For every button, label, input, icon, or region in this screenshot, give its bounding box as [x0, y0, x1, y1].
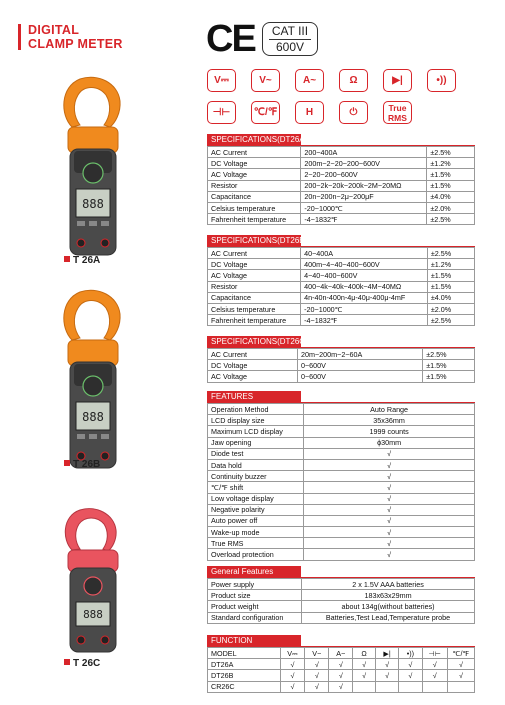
feature-value-cell: Auto Range — [304, 404, 475, 415]
temperature-icon: ℃/℉ — [251, 101, 280, 124]
function-column-header: ⊣⊢ — [422, 648, 447, 659]
spec-range-cell: 200m~2~20~200~600V — [301, 158, 427, 169]
spec-dt26b-table — [207, 247, 475, 326]
feature-label-cell: Low voltage display — [208, 493, 304, 504]
table-row — [208, 448, 475, 459]
spec-label-cell: Resistor — [208, 281, 301, 292]
function-check-cell: √ — [353, 659, 376, 670]
ac-current-icon: A~ — [295, 69, 324, 92]
feature-value-cell: √ — [304, 515, 475, 526]
table-row — [208, 360, 475, 371]
function-check-cell: √ — [280, 670, 305, 681]
function-check-cell: √ — [447, 659, 474, 670]
spec-accuracy-cell: ±1.5% — [423, 360, 475, 371]
table-row — [208, 415, 475, 426]
spec-dt26b-header: SPECIFICATIONS(DT26B) — [207, 235, 301, 247]
model-label-t26c: T 26C — [64, 658, 100, 669]
table-row — [208, 202, 475, 213]
table-row — [208, 459, 475, 470]
spec-label-cell: Fahrenheit temperature — [208, 214, 301, 225]
spec-dt26b-section — [207, 235, 475, 326]
function-check-cell — [399, 681, 422, 692]
table-row — [208, 371, 475, 382]
feature-label-cell: Overload protection — [208, 549, 304, 560]
spec-dt26c-table — [207, 348, 475, 383]
spec-accuracy-cell: ±2.5% — [427, 248, 474, 259]
function-icons-row1 — [207, 69, 456, 92]
feature-value-cell: 183x63x29mm — [302, 590, 475, 601]
data-hold-icon: H — [295, 101, 324, 124]
table-row — [208, 270, 475, 281]
spec-label-cell: AC Current — [208, 147, 301, 158]
feature-label-cell: Diode test — [208, 448, 304, 459]
function-column-header: •)) — [399, 648, 422, 659]
spec-range-cell: -4~1832℉ — [301, 315, 428, 326]
spec-accuracy-cell: ±1.2% — [427, 259, 474, 270]
spec-accuracy-cell: ±4.0% — [427, 292, 474, 303]
svg-text:888: 888 — [83, 608, 103, 621]
feature-value-cell: √ — [304, 504, 475, 515]
table-row — [208, 493, 475, 504]
spec-label-cell: Capacitance — [208, 292, 301, 303]
table-row — [208, 471, 475, 482]
spec-label-cell: AC Voltage — [208, 169, 301, 180]
function-check-cell: √ — [329, 681, 353, 692]
spec-label-cell: AC Voltage — [208, 270, 301, 281]
function-check-cell: √ — [422, 670, 447, 681]
function-check-cell — [422, 681, 447, 692]
diode-icon: ▶| — [383, 69, 412, 92]
spec-dt26c-section — [207, 336, 475, 383]
table-row — [208, 590, 475, 601]
function-column-header: Ω — [353, 648, 376, 659]
spec-accuracy-cell: ±1.5% — [427, 281, 474, 292]
spec-label-cell: DC Voltage — [208, 158, 301, 169]
feature-value-cell: √ — [304, 482, 475, 493]
feature-value-cell: √ — [304, 493, 475, 504]
table-row — [208, 681, 475, 692]
table-row — [208, 549, 475, 560]
spec-label-cell: AC Voltage — [208, 371, 298, 382]
table-row — [208, 281, 475, 292]
general-header: General Features — [207, 566, 301, 578]
spec-range-cell: 40~400A — [301, 248, 428, 259]
table-row — [208, 248, 475, 259]
function-check-cell — [353, 681, 376, 692]
feature-label-cell: Operation Method — [208, 404, 304, 415]
spec-dt26c-header: SPECIFICATIONS(DT26C) — [207, 336, 301, 348]
function-section — [207, 635, 475, 693]
function-header: FUNCTION — [207, 635, 301, 647]
spec-label-cell: Celsius temperature — [208, 303, 301, 314]
spec-dt26a-table — [207, 146, 475, 225]
spec-accuracy-cell: ±1.5% — [423, 371, 475, 382]
spec-accuracy-cell: ±1.2% — [427, 158, 475, 169]
svg-text:888: 888 — [82, 197, 104, 211]
function-model-cell: CR26C — [208, 681, 281, 692]
feature-value-cell: ϕ30mm — [304, 437, 475, 448]
spec-accuracy-cell: ±1.5% — [427, 180, 475, 191]
function-check-cell: √ — [305, 659, 329, 670]
function-model-cell: DT26B — [208, 670, 281, 681]
feature-value-cell: 2 x 1.5V AAA batteries — [302, 579, 475, 590]
spec-label-cell: Capacitance — [208, 191, 301, 202]
spec-range-cell: 200~2k~20k~200k~2M~20MΩ — [301, 180, 427, 191]
spec-range-cell: -4~1832℉ — [301, 214, 427, 225]
spec-range-cell: -20~1000℃ — [301, 303, 428, 314]
table-row — [208, 169, 475, 180]
spec-range-cell: 20m~200m~2~60A — [297, 349, 422, 360]
spec-dt26a-header: SPECIFICATIONS(DT26A) — [207, 134, 301, 146]
table-row — [208, 303, 475, 314]
table-row — [208, 659, 475, 670]
table-row — [208, 579, 475, 590]
page-title — [28, 23, 123, 51]
svg-text:888: 888 — [82, 410, 104, 424]
meter-t26a-image — [58, 75, 128, 260]
spec-range-cell: 0~600V — [297, 360, 422, 371]
spec-accuracy-cell: ±2.0% — [427, 303, 474, 314]
spec-range-cell: 400~4k~40k~400k~4M~40MΩ — [301, 281, 428, 292]
function-check-cell: √ — [399, 670, 422, 681]
spec-label-cell: DC Voltage — [208, 259, 301, 270]
function-column-header: A~ — [329, 648, 353, 659]
spec-range-cell: 0~600V — [297, 371, 422, 382]
function-check-cell: √ — [305, 670, 329, 681]
feature-value-cell: √ — [304, 527, 475, 538]
table-row — [208, 437, 475, 448]
table-row — [208, 292, 475, 303]
function-check-cell: √ — [375, 670, 398, 681]
function-check-cell: √ — [375, 659, 398, 670]
function-column-header: ℃/℉ — [447, 648, 474, 659]
cat-voltage: 600V — [275, 40, 305, 54]
meter-t26c-image — [58, 506, 128, 656]
spec-range-cell: 4n-40n-400n-4μ-40μ-400μ-4mF — [301, 292, 428, 303]
feature-label-cell: Auto power off — [208, 515, 304, 526]
cat-rating-badge — [262, 22, 318, 56]
true-rms-icon: True RMS — [383, 101, 412, 124]
feature-label-cell: Data hold — [208, 459, 304, 470]
table-row — [208, 527, 475, 538]
feature-label-cell: Continuity buzzer — [208, 471, 304, 482]
title-accent-bar — [18, 24, 21, 50]
feature-value-cell: 1999 counts — [304, 426, 475, 437]
table-row — [208, 670, 475, 681]
feature-value-cell: about 134g(without batteries) — [302, 601, 475, 612]
table-row — [208, 404, 475, 415]
spec-label-cell: DC Voltage — [208, 360, 298, 371]
table-row — [208, 482, 475, 493]
spec-accuracy-cell: ±2.5% — [427, 315, 474, 326]
function-check-cell — [447, 681, 474, 692]
cat-level: CAT III — [269, 24, 311, 40]
function-check-cell: √ — [305, 681, 329, 692]
spec-range-cell: 200~400A — [301, 147, 427, 158]
table-row — [208, 504, 475, 515]
spec-accuracy-cell: ±2.5% — [423, 349, 475, 360]
function-check-cell: √ — [329, 670, 353, 681]
model-label-t26a: T 26A — [64, 255, 100, 266]
spec-accuracy-cell: ±1.5% — [427, 270, 474, 281]
features-table — [207, 403, 475, 561]
ac-voltage-icon: V~ — [251, 69, 280, 92]
feature-value-cell: √ — [304, 448, 475, 459]
spec-label-cell: Resistor — [208, 180, 301, 191]
auto-power-off-icon: ⏻ — [339, 101, 368, 124]
feature-label-cell: Wake-up mode — [208, 527, 304, 538]
table-row — [208, 538, 475, 549]
feature-label-cell: Maximum LCD display — [208, 426, 304, 437]
spec-accuracy-cell: ±1.5% — [427, 169, 475, 180]
function-model-cell: DT26A — [208, 659, 281, 670]
spec-range-cell: -20~1000℃ — [301, 202, 427, 213]
table-row — [208, 214, 475, 225]
function-check-cell: √ — [329, 659, 353, 670]
spec-dt26a-section — [207, 134, 475, 225]
feature-label-cell: True RMS — [208, 538, 304, 549]
function-check-cell: √ — [280, 681, 305, 692]
capacitance-icon: ⊣⊢ — [207, 101, 236, 124]
feature-label-cell: LCD display size — [208, 415, 304, 426]
function-check-cell: √ — [280, 659, 305, 670]
feature-label-cell: Product size — [208, 590, 302, 601]
table-row — [208, 180, 475, 191]
resistance-icon: Ω — [339, 69, 368, 92]
title-line2: CLAMP METER — [28, 37, 123, 51]
spec-label-cell: AC Current — [208, 349, 298, 360]
title-line1: DIGITAL — [28, 23, 80, 37]
spec-accuracy-cell: ±2.5% — [427, 147, 475, 158]
table-row — [208, 158, 475, 169]
table-row — [208, 191, 475, 202]
spec-range-cell: 20n~200n~2μ~200μF — [301, 191, 427, 202]
function-column-header: ▶| — [375, 648, 398, 659]
feature-value-cell: √ — [304, 549, 475, 560]
function-check-cell: √ — [353, 670, 376, 681]
table-row — [208, 426, 475, 437]
spec-label-cell: Celsius temperature — [208, 202, 301, 213]
function-check-cell: √ — [399, 659, 422, 670]
dc-voltage-icon: V⎓ — [207, 69, 236, 92]
feature-value-cell: Batteries,Test Lead,Temperature probe — [302, 612, 475, 623]
function-check-cell: √ — [422, 659, 447, 670]
spec-label-cell: AC Current — [208, 248, 301, 259]
spec-range-cell: 400m~4~40~400~600V — [301, 259, 428, 270]
feature-value-cell: √ — [304, 538, 475, 549]
table-row — [208, 259, 475, 270]
model-label-t26b: T 26B — [64, 459, 100, 470]
table-row — [208, 349, 475, 360]
function-check-cell — [375, 681, 398, 692]
feature-label-cell: Standard configuration — [208, 612, 302, 623]
general-table — [207, 578, 475, 624]
feature-label-cell: Power supply — [208, 579, 302, 590]
continuity-buzzer-icon: •)) — [427, 69, 456, 92]
table-row — [208, 515, 475, 526]
meter-t26b-image — [58, 288, 128, 473]
function-column-header: MODEL — [208, 648, 281, 659]
feature-value-cell: 35x36mm — [304, 415, 475, 426]
features-header: FEATURES — [207, 391, 301, 403]
function-table — [207, 647, 475, 693]
features-section — [207, 391, 475, 561]
function-column-header: V⎓ — [280, 648, 305, 659]
function-check-cell: √ — [447, 670, 474, 681]
feature-label-cell: Product weight — [208, 601, 302, 612]
table-row — [208, 612, 475, 623]
spec-label-cell: Fahrenheit temperature — [208, 315, 301, 326]
spec-accuracy-cell: ±2.5% — [427, 214, 475, 225]
spec-accuracy-cell: ±4.0% — [427, 191, 475, 202]
spec-range-cell: 2~20~200~600V — [301, 169, 427, 180]
general-section — [207, 566, 475, 624]
feature-value-cell: √ — [304, 459, 475, 470]
feature-label-cell: Negative polarity — [208, 504, 304, 515]
feature-value-cell: √ — [304, 471, 475, 482]
ce-mark-icon: CE — [206, 18, 255, 60]
function-icons-row2 — [207, 101, 412, 124]
spec-accuracy-cell: ±2.0% — [427, 202, 475, 213]
feature-label-cell: ℃/℉ shift — [208, 482, 304, 493]
spec-range-cell: 4~40~400~600V — [301, 270, 428, 281]
table-row — [208, 315, 475, 326]
function-column-header: V~ — [305, 648, 329, 659]
table-row — [208, 601, 475, 612]
table-row — [208, 147, 475, 158]
table-header-row — [208, 648, 475, 659]
feature-label-cell: Jaw opening — [208, 437, 304, 448]
